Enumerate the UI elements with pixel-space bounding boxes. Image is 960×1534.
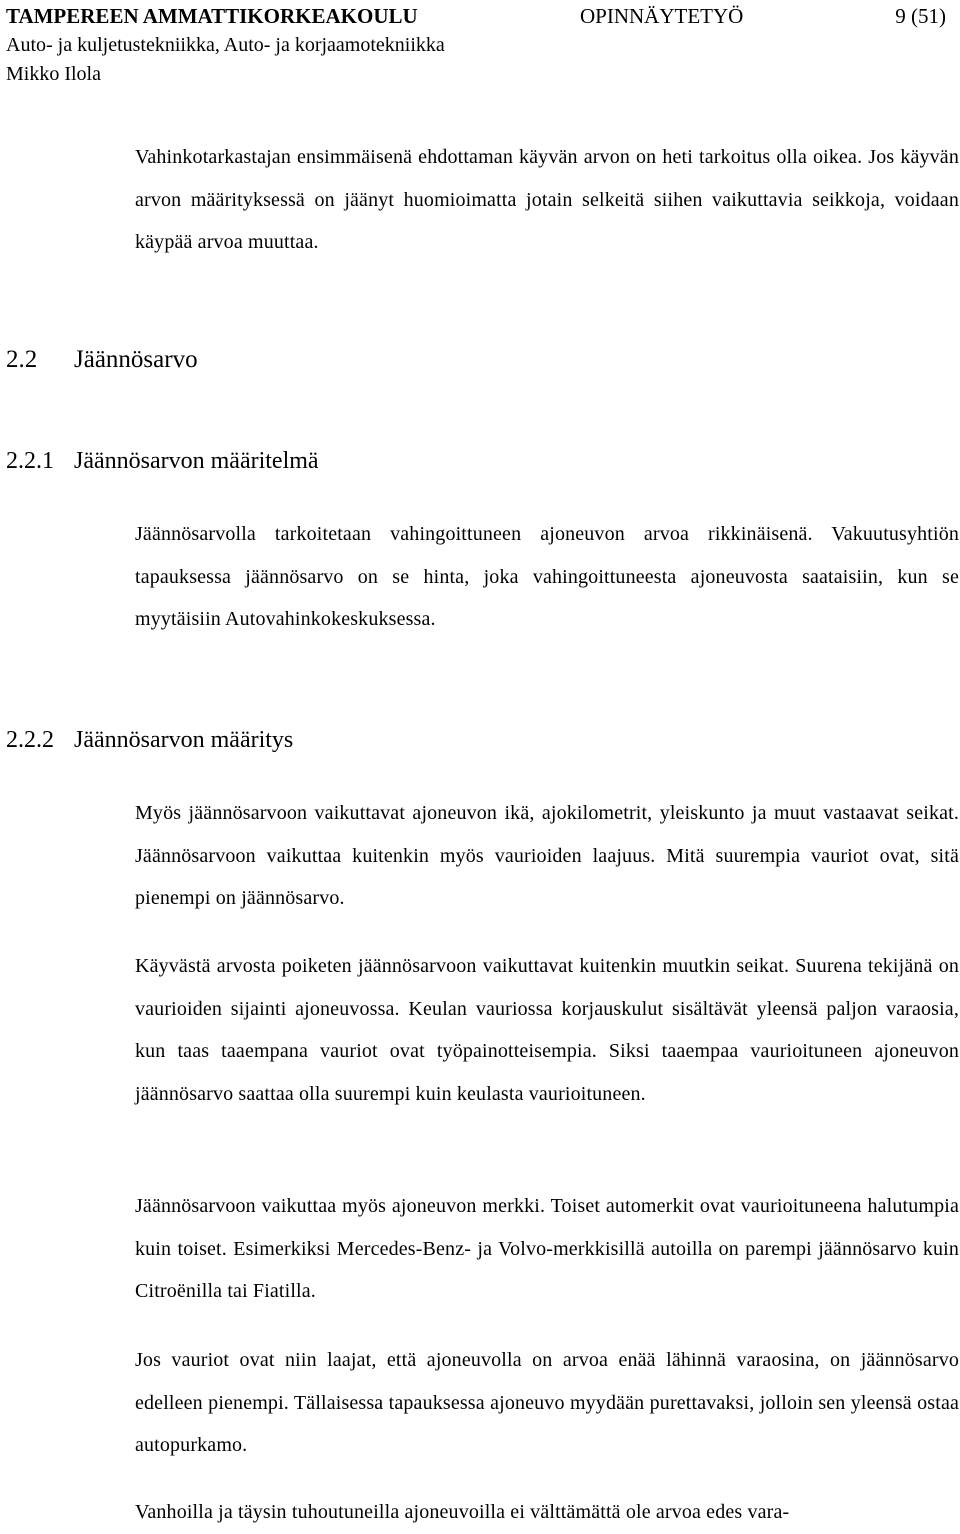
- section-title: Jäännösarvo: [74, 346, 198, 373]
- document-type: OPINNÄYTETYÖ: [580, 4, 744, 28]
- header-line: [6, 2, 954, 31]
- section-number: 2.2: [6, 346, 38, 373]
- paragraph-residual-factors: Myös jäännösarvoon vaikuttavat ajoneuvon ikä, ajokilometrit, yleiskunto ja muut vastaavat seikat. Jäännösarvoon vaikuttaa kuitenkin myös vaurioiden laajuus. Mitä suurempia vauriot ovat, sitä pienempi on jäännösarvo.: [135, 802, 959, 909]
- paragraph-damage-location: Käyvästä arvosta poiketen jäännösarvoon vaikuttavat kuitenkin muutkin seikat. Suurena tekijänä on vaurioiden sijainti ajoneuvossa. Keulan vauriossa korjauskulut sisältävät yleensä paljon varaosia, kun taas taaempana vauriot ovat työpainotteisempia. Siksi taaempaa vaurioituneen ajoneuvon jäännösarvo saattaa olla suurempi kuin keulasta vaurioituneen.: [135, 955, 959, 1105]
- intro-paragraph: Vahinkotarkastajan ensimmäisenä ehdottaman käyvän arvon on heti tarkoitus olla oikea. Jos käyvän arvon määrityksessä on jäänyt huomioimatta jotain selkeitä siihen vaikuttavia seikkoja, voidaan käypää arvoa muuttaa.: [135, 146, 959, 253]
- section-heading: [6, 346, 198, 374]
- subsection-title-1: Jäännösarvon määritelmä: [74, 448, 319, 474]
- subsection-number-2: 2.2.2: [6, 727, 54, 753]
- subsection-title-2: Jäännösarvon määritys: [74, 727, 294, 753]
- page-header: [6, 2, 954, 89]
- page-number: 9 (51): [895, 4, 946, 28]
- paragraph-extensive-damage: Jos vauriot ovat niin laajat, että ajoneuvolla on arvoa enää lähinnä varaosina, on jäännösarvo edelleen pienempi. Tällaisessa tapauksessa ajoneuvo myydään purettavaksi, jolloin sen yleensä ostaa autopurkamo.: [135, 1349, 959, 1456]
- degree-program: Auto- ja kuljetustekniikka, Auto- ja korjaamotekniikka: [6, 34, 445, 56]
- subsection-heading-2: [6, 727, 293, 754]
- author-name: Mikko Ilola: [6, 63, 101, 85]
- subsection-heading-1: [6, 448, 319, 475]
- paragraph-residual-definition: Jäännösarvolla tarkoitetaan vahingoittuneen ajoneuvon arvoa rikkinäisenä. Vakuutusyhtiön tapauksessa jäännösarvo on se hinta, joka vahingoittuneesta ajoneuvosta saataisiin, kun se myytäisiin Autovahinkokeskuksessa.: [135, 523, 959, 630]
- paragraph-old-vehicles: Vanhoilla ja täysin tuhoutuneilla ajoneuvoilla ei välttämättä ole arvoa edes vara-: [135, 1501, 790, 1523]
- paragraph-car-brand: Jäännösarvoon vaikuttaa myös ajoneuvon merkki. Toiset automerkit ovat vaurioituneena halutumpia kuin toiset. Esimerkiksi Mercedes-Benz- ja Volvo-merkkisillä autoilla on parempi jäännösarvo kuin Citroënilla tai Fiatilla.: [135, 1195, 959, 1302]
- subsection-number-1: 2.2.1: [6, 448, 54, 474]
- institution-name: TAMPEREEN AMMATTIKORKEAKOULU: [6, 4, 418, 28]
